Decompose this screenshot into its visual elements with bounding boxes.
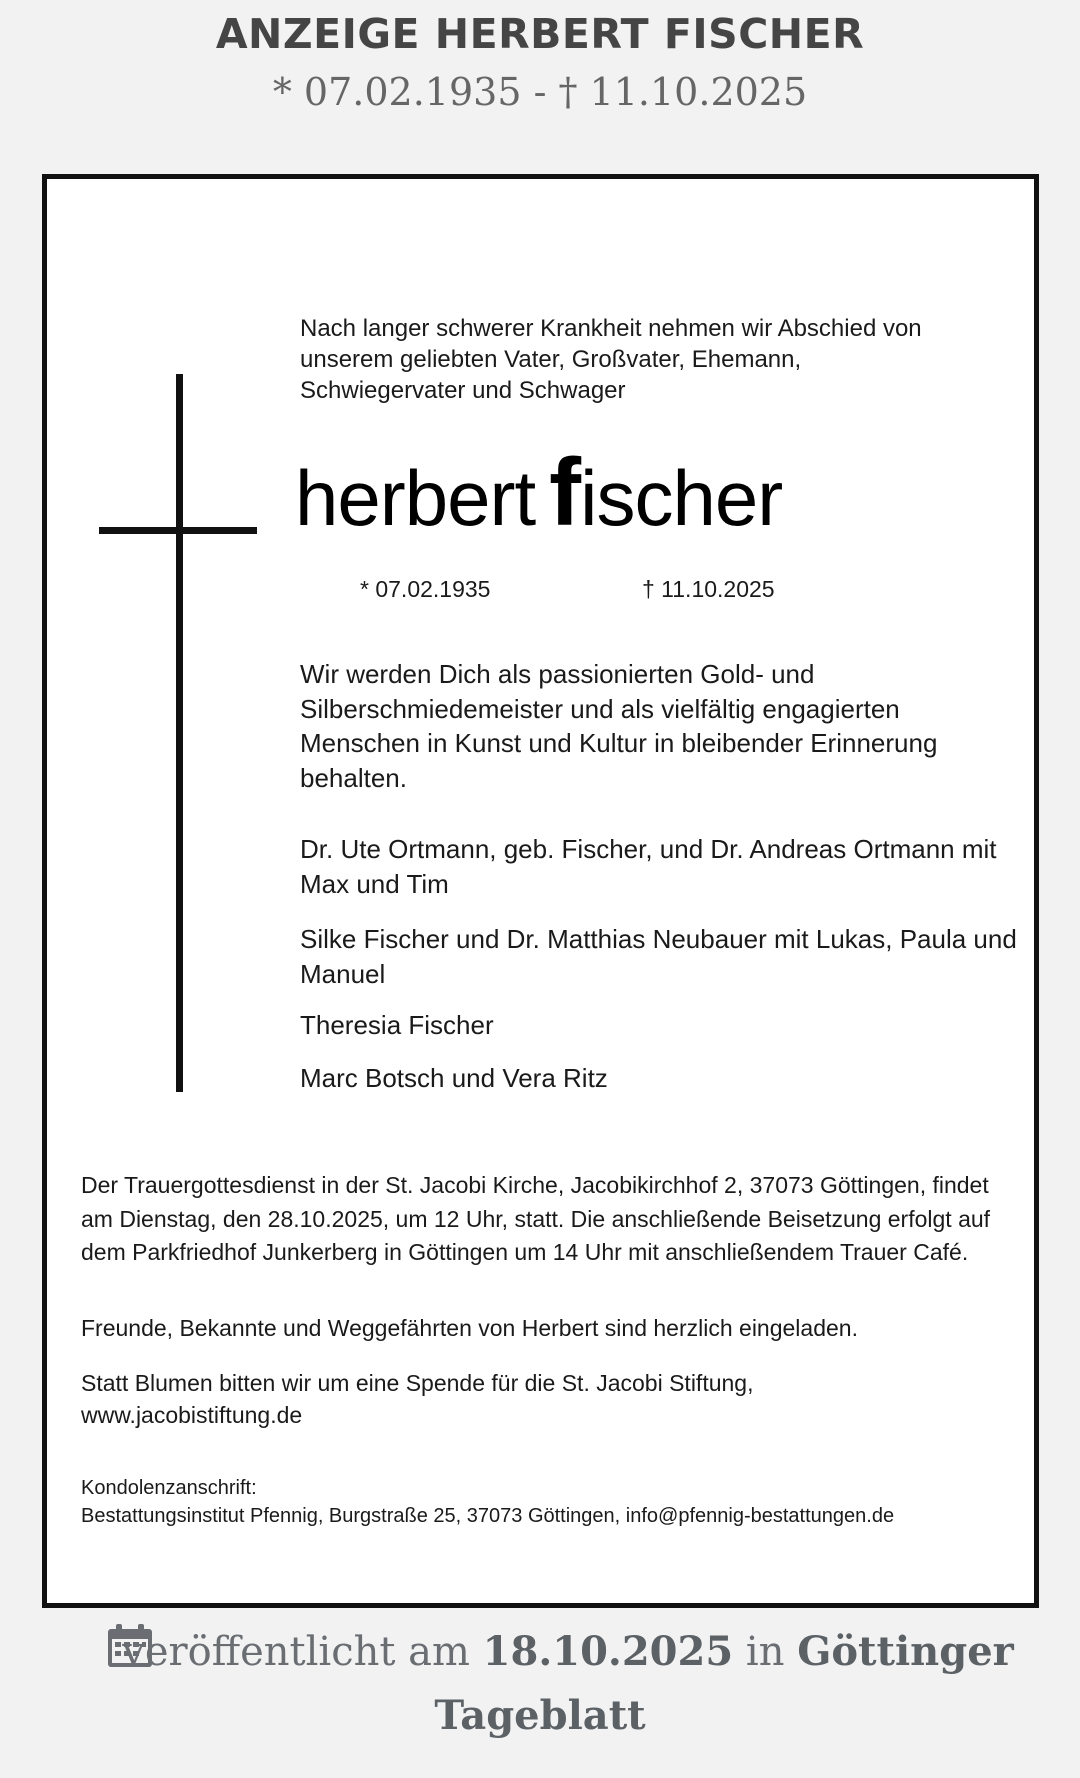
publication-prefix: veröffentlicht am bbox=[122, 1629, 470, 1675]
cross-icon bbox=[176, 374, 183, 1092]
tribute-text: Wir werden Dich als passionierten Gold- und Silberschmiedemeister und als vielfältig engagierten Menschen in Kunst und Kultur in bleibender Erinnerung behalten. bbox=[300, 659, 938, 793]
last-name bbox=[549, 439, 783, 546]
last-name-rest: ischer bbox=[580, 454, 783, 542]
publication-date: 18.10.2025 bbox=[482, 1628, 734, 1675]
condolence-address: Bestattungsinstitut Pfennig, Burgstraße 25, 37073 Göttingen, info@pfennig-bestattungen.de bbox=[81, 1505, 895, 1527]
family-entry: Dr. Ute Ortmann, geb. Fischer, und Dr. Andreas Ortmann mit Max und Tim bbox=[300, 834, 997, 899]
publication-in: in bbox=[745, 1629, 785, 1675]
donation-info bbox=[81, 1367, 981, 1431]
condolence-label: Kondolenzanschrift: bbox=[81, 1477, 257, 1499]
deceased-name bbox=[295, 439, 783, 546]
page-title: ANZEIGE HERBERT FISCHER bbox=[215, 10, 865, 58]
cross-icon-bar bbox=[99, 527, 257, 534]
donation-text: Statt Blumen bitten wir um eine Spende für die St. Jacobi Stiftung, bbox=[81, 1370, 754, 1396]
newspaper-name-part1[interactable]: Göttinger bbox=[797, 1628, 1014, 1675]
family-entry: Theresia Fischer bbox=[300, 1010, 494, 1040]
life-dates: * 07.02.1935 - † 11.10.2025 bbox=[272, 70, 808, 114]
last-name-initial: f bbox=[549, 439, 581, 546]
donation-url: www.jacobistiftung.de bbox=[81, 1402, 303, 1428]
obituary-notice bbox=[42, 174, 1039, 1608]
service-info: Der Trauergottesdienst in der St. Jacobi Kirche, Jacobikirchhof 2, 37073 Göttingen, findet am Dienstag, den 28.10.2025, um 12 Uhr, statt. Die anschließende Beisetzung erfolgt auf dem Parkfriedhof Junkerberg in Göttingen um 14 Uhr mit anschließendem Trauer Café. bbox=[81, 1172, 991, 1265]
invitation-text: Freunde, Bekannte und Weggefährten von Herbert sind herzlich eingeladen. bbox=[81, 1315, 858, 1341]
family-entry: Marc Botsch und Vera Ritz bbox=[300, 1063, 608, 1093]
death-date: † 11.10.2025 bbox=[642, 576, 775, 602]
first-name: herbert bbox=[295, 454, 536, 542]
birth-date: * 07.02.1935 bbox=[360, 576, 491, 602]
family-entry: Silke Fischer und Dr. Matthias Neubauer mit Lukas, Paula und Manuel bbox=[300, 924, 1017, 989]
publication-info bbox=[0, 1620, 1080, 1748]
newspaper-name-part2[interactable]: Tageblatt bbox=[434, 1692, 646, 1739]
intro-text: Nach langer schwerer Krankheit nehmen wir Abschied von unserem geliebten Vater, Großvater, Ehemann, Schwiegervater und Schwager bbox=[300, 315, 922, 404]
